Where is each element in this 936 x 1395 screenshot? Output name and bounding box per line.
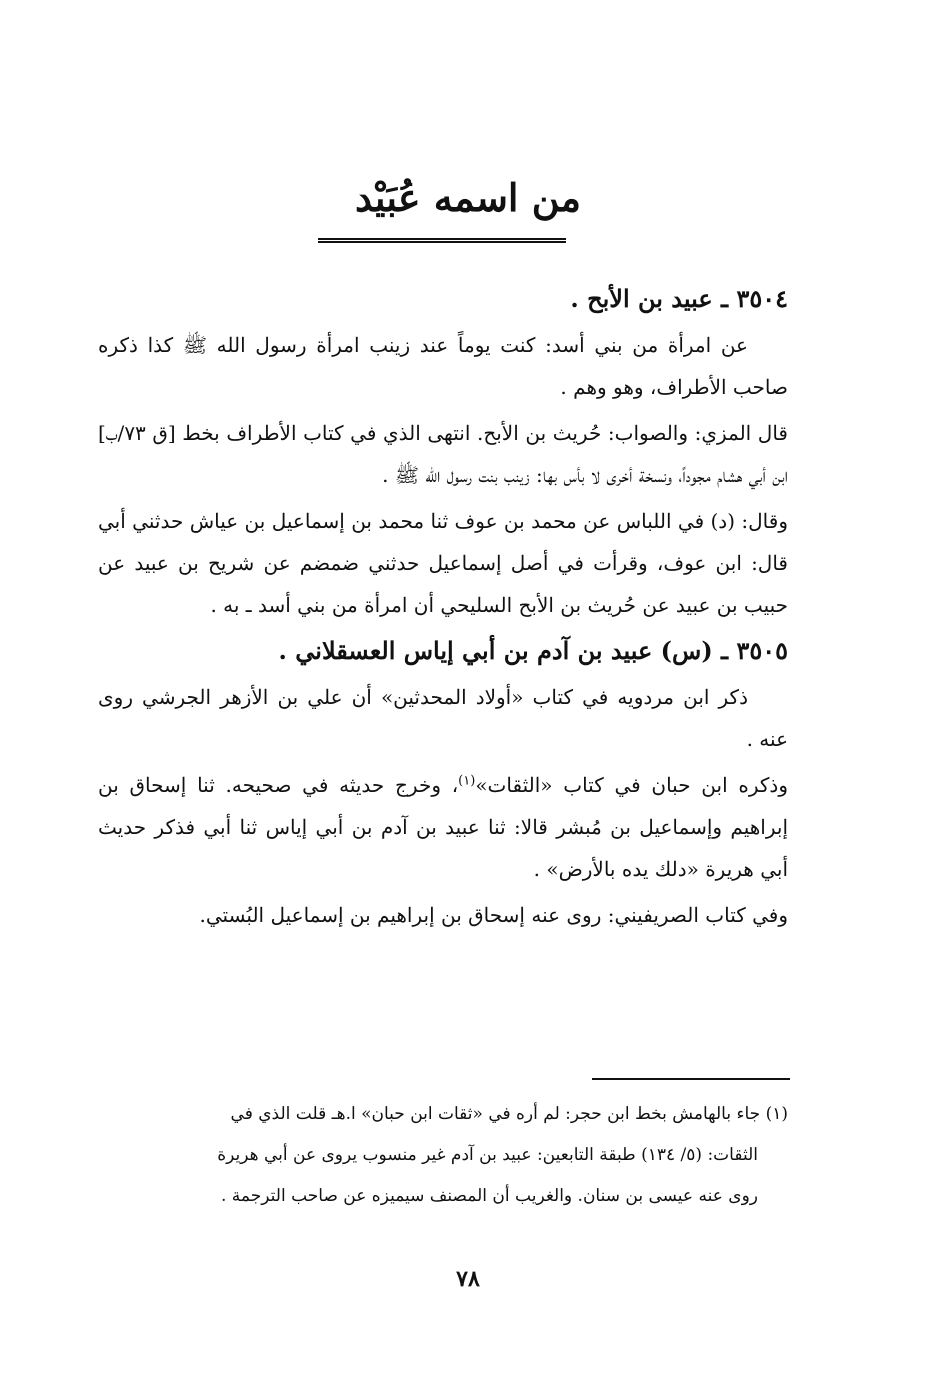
entry-heading-3505: ٣٥٠٥ ـ (س) عبيد بن آدم بن أبي إياس العسقلاني . [278, 636, 788, 665]
entry-3505-paragraph-1: ذكر ابن مردويه في كتاب «أولاد المحدثين» أن علي بن الأزهر الجرشي روى عنه . [98, 685, 788, 751]
entry-heading-3504: ٣٥٠٤ ـ عبيد بن الأبح . [570, 284, 788, 313]
chapter-title: من اسمه عُبَيْد [354, 175, 582, 220]
entry-3505-paragraph-3: وفي كتاب الصريفيني: روى عنه إسحاق بن إبراهيم بن إسماعيل البُستي. [199, 903, 788, 927]
footnote-marker: (١) [458, 773, 476, 789]
main-text [98, 278, 788, 940]
footnotes [98, 1094, 788, 1217]
entry-3504-paragraph-2: قال المزي: والصواب: حُريث بن الأبح. انتهى الذي في كتاب الأطراف بخط [ق ٧٣/ب] ابن أبي هشام مجوداً، ونسخة أخرى لا بأس بها: زينب بنت رسول الله ﷺ . [98, 421, 788, 487]
entry-3504-paragraph-1: عن امرأة من بني أسد: كنت يوماً عند زينب امرأة رسول الله ﷺ كذا ذكره صاحب الأطراف، وهو وهم . [98, 333, 788, 399]
footnote-1 [98, 1094, 788, 1217]
entry-3505-paragraph-2-text-b: ، وخرج حديثه في صحيحه. ثنا إسحاق بن إبراهيم وإسماعيل بن مُبشر قالا: ثنا عبيد بن آدم بن أبي إياس [98, 773, 789, 839]
entry-3504-paragraph-3: وقال: (د) في اللباس عن محمد بن عوف ثنا محمد بن إسماعيل بن عياش حدثني أبي قال: ابن عوف، وقرأت في أصل إسماعيل حدثني ضمضم عن شريح بن عبيد عن حبيب بن عبيد عن حُريث بن الأبح السليحي أن امرأة من بني أسد ـ به . [98, 509, 788, 617]
footnote-1-line-1: (١) جاء بالهامش بخط ابن حجر: لم أره في «ثقات ابن حبان» ا.هـ قلت الذي في [230, 1104, 788, 1124]
footnote-1-line-3: روى عنه عيسى بن سنان. والغريب أن المصنف سيميزه عن صاحب الترجمة . [221, 1186, 758, 1206]
entry-3505-paragraph-2-text-c: ثنا أبي فذكر حديث أبي هريرة «دلك يده بالأرض» . [98, 815, 788, 881]
entry-3505-paragraph-2-text-a: وذكره ابن حبان في كتاب «الثقات» [475, 773, 788, 797]
footnote-1-line-2: الثقات: (٥/ ١٣٤) طبقة التابعين: عبيد بن آدم غير منسوب يروى عن أبي هريرة [217, 1145, 758, 1165]
title-underline [318, 238, 566, 243]
entry-3505-paragraph-2 [98, 764, 788, 890]
page-number: ٧٨ [456, 1266, 480, 1292]
footnote-separator [592, 1078, 790, 1080]
